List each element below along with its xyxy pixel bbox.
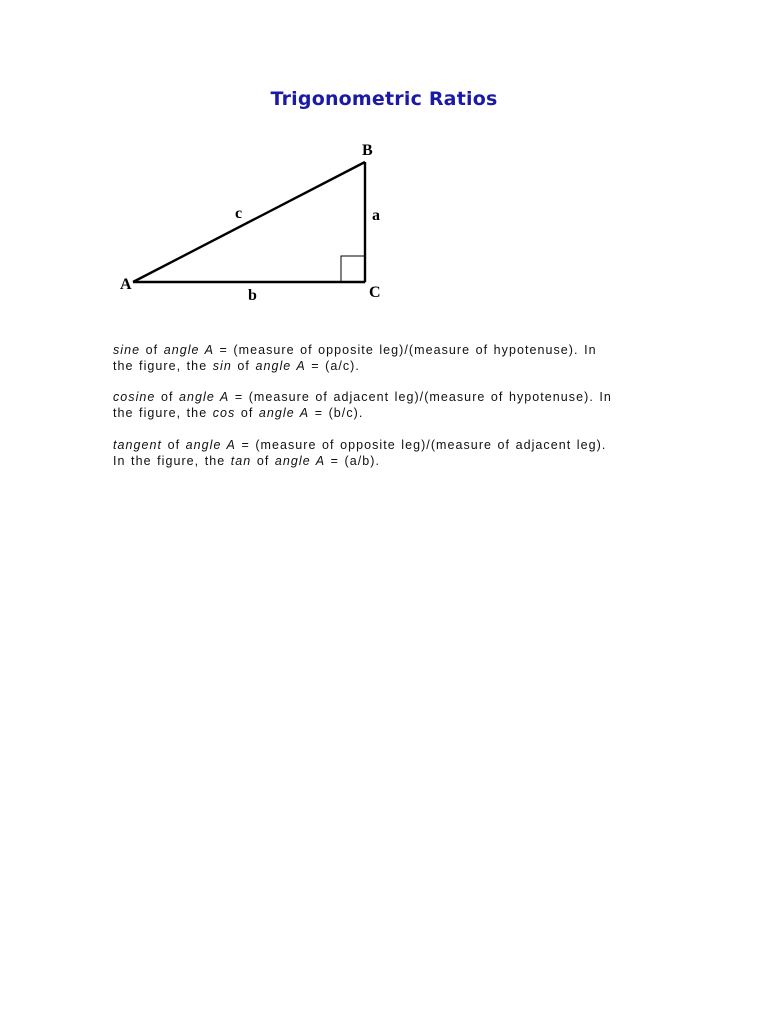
text: = (b/c). xyxy=(309,406,364,420)
side-c-hypotenuse-line xyxy=(133,162,365,282)
text: the figure, the xyxy=(113,406,213,420)
sine-definition xyxy=(113,342,673,374)
tangent-line-2 xyxy=(113,453,673,469)
angle-label: angle A xyxy=(258,406,310,420)
cosine-line-2 xyxy=(113,405,673,421)
cosine-definition xyxy=(113,389,673,421)
side-a-label: a xyxy=(372,207,380,224)
text: of xyxy=(251,454,275,468)
page-title: Trigonometric Ratios xyxy=(270,88,498,110)
triangle-diagram xyxy=(110,135,410,310)
tangent-line-1 xyxy=(113,437,673,453)
text: = (measure of adjacent leg)/(measure of hypotenuse). In xyxy=(229,390,612,404)
text: In the figure, the xyxy=(113,454,231,468)
text: the figure, the xyxy=(113,359,213,373)
angle-label: angle A xyxy=(185,438,236,452)
text: = (measure of opposite leg)/(measure of hypotenuse). In xyxy=(214,343,597,357)
angle-label: angle A xyxy=(255,359,306,373)
term-cosine: cosine xyxy=(113,390,156,404)
function-abbrev: cos xyxy=(212,406,236,420)
text: = (a/b). xyxy=(325,454,381,468)
right-angle-marker xyxy=(341,256,365,282)
vertex-c-label: C xyxy=(369,284,381,301)
text: of xyxy=(162,438,186,452)
angle-label: angle A xyxy=(163,343,214,357)
text: of xyxy=(140,343,164,357)
angle-label: angle A xyxy=(179,390,230,404)
function-abbrev: sin xyxy=(212,359,232,373)
vertex-a-label: A xyxy=(120,276,132,293)
text: = (a/c). xyxy=(305,359,360,373)
cosine-line-1 xyxy=(113,389,673,405)
term-tangent: tangent xyxy=(113,438,163,452)
sine-line-2 xyxy=(113,358,673,374)
right-triangle-figure xyxy=(110,135,410,310)
side-b-label: b xyxy=(248,287,257,304)
text: = (measure of opposite leg)/(measure of adjacent leg). xyxy=(235,438,607,452)
tangent-definition xyxy=(113,437,673,469)
text: of xyxy=(231,359,256,373)
angle-label: angle A xyxy=(274,454,326,468)
side-c-label: c xyxy=(235,205,243,222)
function-abbrev: tan xyxy=(230,454,252,468)
text: of xyxy=(155,390,180,404)
vertex-b-label: B xyxy=(362,142,373,159)
term-sine: sine xyxy=(113,343,141,357)
text: of xyxy=(235,406,259,420)
sine-line-1 xyxy=(113,342,673,358)
